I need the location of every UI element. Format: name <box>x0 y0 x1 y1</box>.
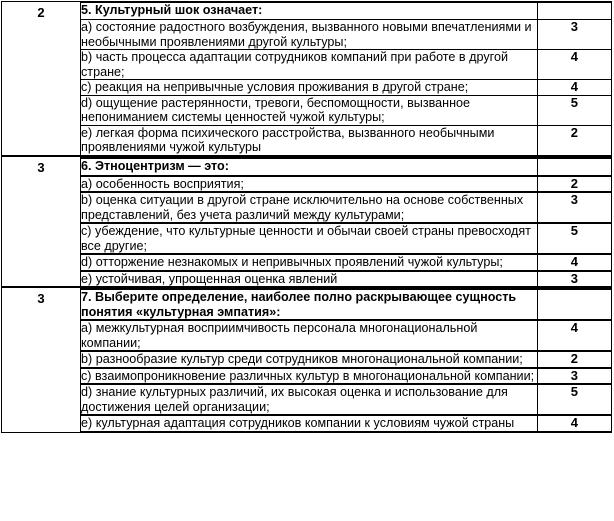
answer-row <box>81 20 611 50</box>
difficulty-level: 3 <box>2 156 81 288</box>
answer-option: b) оценка ситуации в другой стране исключительно на основе собственных представлений, без учета различий между культурами; <box>81 192 537 223</box>
question-content <box>81 2 612 156</box>
question-title: 6. Этноцентризм — это: <box>81 158 537 176</box>
questions-body <box>2 2 612 433</box>
answer-score: 2 <box>537 176 611 193</box>
answer-row <box>81 50 611 80</box>
question-content <box>81 156 612 288</box>
answer-option: d) отторжение незнакомых и непривычных проявлений чужой культуры; <box>81 254 537 271</box>
question-block <box>2 156 612 288</box>
answer-option: е) устойчивая, упрощенная оценка явлений <box>81 271 537 287</box>
answer-option: а) состояние радостного возбуждения, вызванного новыми впечатлениями и необычными проявлениями другой культуры; <box>81 20 537 50</box>
answer-option: с) взаимопроникновение различных культур в многонациональной компании; <box>81 368 537 385</box>
answer-row <box>81 80 611 96</box>
answer-option: а) особенность восприятия; <box>81 176 537 193</box>
answer-score: 5 <box>537 223 611 254</box>
answer-score: 5 <box>537 95 611 125</box>
answer-row <box>81 125 611 155</box>
answer-score: 4 <box>537 415 611 431</box>
answer-option: е) культурная адаптация сотрудников компании к условиям чужой страны <box>81 415 537 431</box>
score-cell-empty <box>537 3 611 20</box>
answer-score: 2 <box>537 351 611 368</box>
question-content <box>81 287 612 432</box>
answer-option: d) ощущение растерянности, тревоги, беспомощности, вызванное непониманием системы ценностей чужой культуры; <box>81 95 537 125</box>
answer-row <box>81 254 611 271</box>
answer-score: 3 <box>537 20 611 50</box>
answer-score: 4 <box>537 50 611 80</box>
answer-row <box>81 271 611 287</box>
answer-row <box>81 95 611 125</box>
answer-score: 3 <box>537 192 611 223</box>
answer-row <box>81 368 611 385</box>
answer-row <box>81 320 611 351</box>
answer-row <box>81 384 611 415</box>
question-title: 5. Культурный шок означает: <box>81 3 537 20</box>
answer-option: b) разнообразие культур среди сотрудников многонациональной компании; <box>81 351 537 368</box>
answer-option: а) межкультурная восприимчивость персонала многонациональной компании; <box>81 320 537 351</box>
answers-table <box>81 2 611 155</box>
answer-row <box>81 176 611 193</box>
question-block <box>2 287 612 432</box>
answers-table <box>81 157 611 287</box>
questions-table <box>1 1 612 433</box>
answer-score: 3 <box>537 271 611 287</box>
answer-score: 5 <box>537 384 611 415</box>
answer-row <box>81 192 611 223</box>
answer-row <box>81 223 611 254</box>
difficulty-level: 2 <box>2 2 81 156</box>
answer-score: 3 <box>537 368 611 385</box>
answer-option: d) знание культурных различий, их высокая оценка и использование для достижения целей организации; <box>81 384 537 415</box>
answers-table <box>81 288 611 432</box>
answer-score: 2 <box>537 125 611 155</box>
answer-score: 4 <box>537 80 611 96</box>
score-cell-empty <box>537 158 611 176</box>
question-block <box>2 2 612 156</box>
answer-score: 4 <box>537 320 611 351</box>
answer-option: е) легкая форма психического расстройства, вызванного необычными проявлениями чужой культуры <box>81 125 537 155</box>
answer-row <box>81 415 611 431</box>
difficulty-level: 3 <box>2 287 81 432</box>
question-title: 7. Выберите определение, наиболее полно раскрывающее сущность понятия «культурная эмпатия»: <box>81 289 537 320</box>
answer-score: 4 <box>537 254 611 271</box>
answer-row <box>81 351 611 368</box>
answer-option: b) часть процесса адаптации сотрудников компаний при работе в другой стране; <box>81 50 537 80</box>
answer-option: с) убеждение, что культурные ценности и обычаи своей страны превосходят все другие; <box>81 223 537 254</box>
score-cell-empty <box>537 289 611 320</box>
answer-option: с) реакция на непривычные условия проживания в другой стране; <box>81 80 537 96</box>
